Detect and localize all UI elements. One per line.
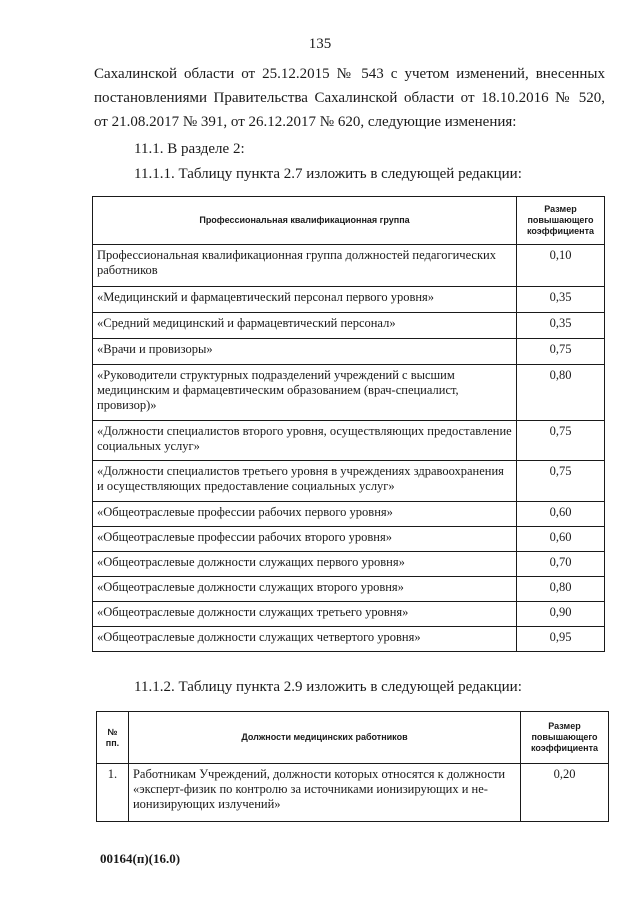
group-cell: «Общеотраслевые профессии рабочих второго уровня» — [93, 527, 517, 552]
group-cell: «Должности специалистов третьего уровня в учреждениях здравоохранения и осуществляющих предоставление социальных услуг» — [93, 461, 517, 502]
group-cell: «Общеотраслевые профессии рабочих первого уровня» — [93, 502, 517, 527]
coef-cell: 0,60 — [517, 527, 605, 552]
coef-cell: 0,70 — [517, 552, 605, 577]
group-cell: «Должности специалистов второго уровня, осуществляющих предоставление социальных услуг» — [93, 421, 517, 461]
table-row — [93, 313, 605, 339]
intro-line: постановлениями Правительства Сахалинской области от 18.10.2016 № 520, — [94, 90, 605, 106]
coef-cell: 0,75 — [517, 339, 605, 365]
intro-paragraph — [94, 62, 605, 134]
table-medical-positions — [96, 711, 609, 822]
group-cell: «Общеотраслевые должности служащих второго уровня» — [93, 577, 517, 602]
group-cell: «Руководители структурных подразделений учреждений с высшим медицинским и фармацевтическим образованием (врач-специалист, провизор)» — [93, 365, 517, 421]
table-row — [93, 602, 605, 627]
table-row — [93, 461, 605, 502]
group-cell: «Общеотраслевые должности служащих первого уровня» — [93, 552, 517, 577]
column-header-group: Профессиональная квалификационная группа — [93, 197, 517, 245]
page-number: 135 — [308, 36, 332, 52]
coef-cell: 0,90 — [517, 602, 605, 627]
group-cell: «Медицинский и фармацевтический персонал первого уровня» — [93, 287, 517, 313]
group-cell: «Врачи и провизоры» — [93, 339, 517, 365]
num-cell: 1. — [97, 764, 129, 822]
table-row — [93, 365, 605, 421]
table-row — [93, 502, 605, 527]
intro-line: Сахалинской области от 25.12.2015 № 543 с учетом изменений, внесенных — [94, 66, 605, 82]
coef-cell: 0,35 — [517, 313, 605, 339]
table-row — [93, 552, 605, 577]
table-row — [97, 764, 609, 822]
coef-cell: 0,75 — [517, 421, 605, 461]
table-row — [93, 339, 605, 365]
table-row — [93, 421, 605, 461]
table2-heading: 11.1.2. Таблицу пункта 2.9 изложить в следующей редакции: — [134, 679, 522, 695]
position-cell: Работникам Учреждений, должности которых относятся к должности «эксперт-физик по контролю за источниками ионизирующих и не-ионизирующих излучений» — [128, 764, 520, 822]
document-code: 00164(п)(16.0) — [100, 851, 181, 866]
coef-cell: 0,80 — [517, 365, 605, 421]
group-cell: «Общеотраслевые должности служащих третьего уровня» — [93, 602, 517, 627]
table-row — [93, 627, 605, 652]
coef-cell: 0,80 — [517, 577, 605, 602]
coef-cell: 0,20 — [521, 764, 609, 822]
group-cell: Профессиональная квалификационная группа должностей педагогических работников — [93, 245, 517, 287]
table-row — [93, 527, 605, 552]
section-heading: 11.1. В разделе 2: — [134, 141, 245, 157]
group-cell: «Средний медицинский и фармацевтический персонал» — [93, 313, 517, 339]
intro-line: от 21.08.2017 № 391, от 26.12.2017 № 620, следующие изменения: — [94, 114, 517, 130]
table-row — [93, 245, 605, 287]
coef-cell: 0,10 — [517, 245, 605, 287]
coef-cell: 0,35 — [517, 287, 605, 313]
column-header-position: Должности медицинских работников — [128, 712, 520, 764]
coef-cell: 0,60 — [517, 502, 605, 527]
table1-heading: 11.1.1. Таблицу пункта 2.7 изложить в следующей редакции: — [134, 166, 522, 182]
column-header-coef: Размер повышающего коэффициента — [517, 197, 605, 245]
coef-cell: 0,75 — [517, 461, 605, 502]
column-header-num: № пп. — [97, 712, 129, 764]
table-row — [93, 577, 605, 602]
group-cell: «Общеотраслевые должности служащих четвертого уровня» — [93, 627, 517, 652]
table-coefficients-groups — [92, 196, 605, 652]
column-header-coef: Размер повышающего коэффициента — [521, 712, 609, 764]
table-row — [93, 287, 605, 313]
coef-cell: 0,95 — [517, 627, 605, 652]
